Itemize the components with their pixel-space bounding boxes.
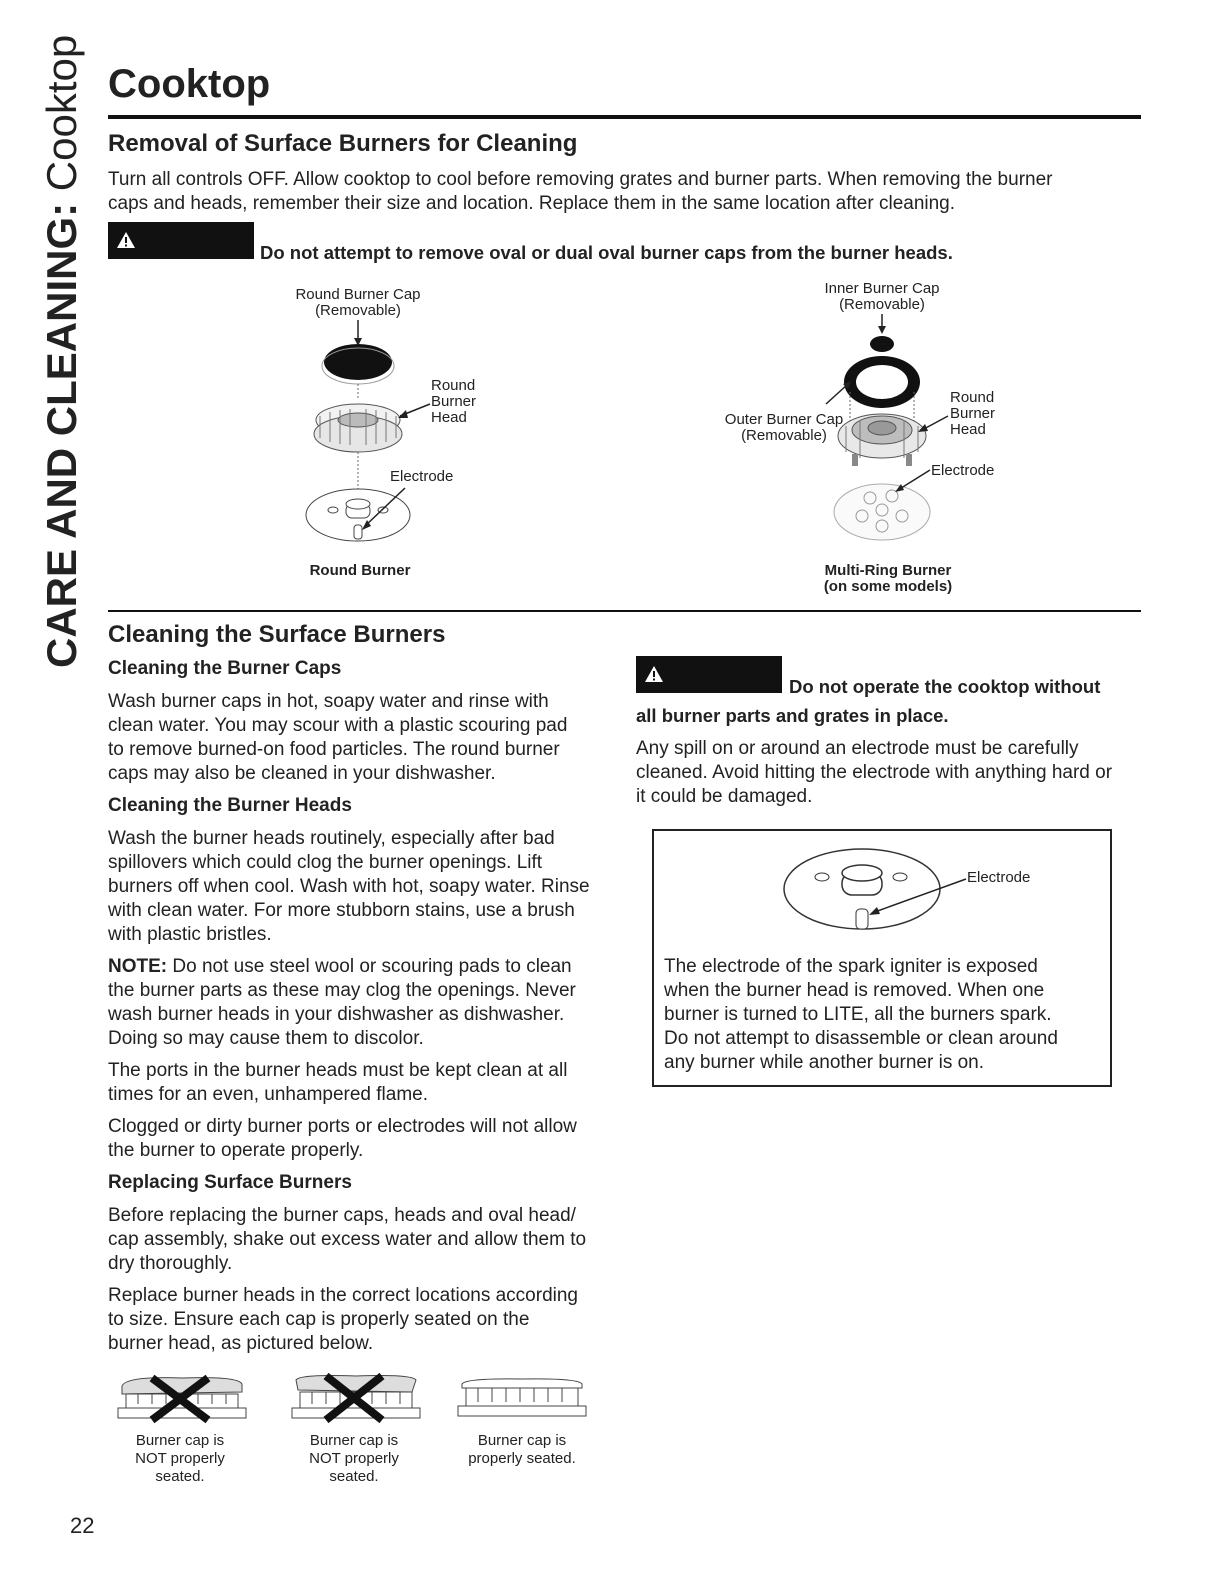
page-number: 22 xyxy=(70,1513,95,1538)
side-tab xyxy=(38,34,86,668)
round-electrode-label: Electrode xyxy=(390,468,454,485)
removal-heading: Removal of Surface Burners for Cleaning xyxy=(108,130,578,157)
heads-paragraph: Wash the burner heads routinely, especially after bad spillovers which could clog the burner openings. Lift burners off when cool. Wash with hot, soapy water. Rinse with clean water. For more stubborn stains, use a brush with plastic bristles. xyxy=(108,828,590,945)
caution-text-oval: Do not attempt to remove oval or dual oval burner caps from the burner heads. xyxy=(260,242,953,263)
caution-text-operate-2: all burner parts and grates in place. xyxy=(636,705,949,726)
caps-paragraph: Wash burner caps in hot, soapy water and rinse with clean water. You may scour with a plastic scouring pad to remove burned-on food particles. The round burner caps may also be cleaned in your dishwasher. xyxy=(108,691,568,784)
caps-heading: Cleaning the Burner Caps xyxy=(108,658,342,679)
title-rule xyxy=(108,115,1141,119)
replacing-heading: Replacing Surface Burners xyxy=(108,1172,352,1193)
note-label: NOTE: xyxy=(108,956,168,977)
note-paragraph: NOTE: Do not use steel wool or scouring pads to clean the burner parts as these may clog the openings. Never wash burner heads in your dishwasher as dishwasher. Doing so may cause them to discolor. xyxy=(108,956,576,1049)
seating-incorrect-1-diagram xyxy=(112,1374,252,1424)
warning-icon xyxy=(644,665,664,683)
seating-correct-diagram xyxy=(452,1374,592,1424)
box-electrode-label: Electrode xyxy=(967,869,1031,886)
round-burner-caption: Round Burner xyxy=(309,562,411,579)
ports-paragraph: The ports in the burner heads must be kept clean at all times for an even, unhampered flame. xyxy=(108,1060,568,1105)
seating-caption-2: Burner cap is NOT properly seated. xyxy=(309,1432,399,1485)
caution-text-operate-1: Do not operate the cooktop without xyxy=(789,676,1101,697)
spill-paragraph: Any spill on or around an electrode must be carefully cleaned. Avoid hitting the electrode with anything hard or it could be damaged. xyxy=(636,738,1113,807)
electrode-diagram xyxy=(782,849,982,939)
caution-badge-2 xyxy=(636,656,782,693)
electrode-info-box xyxy=(652,829,1112,1087)
multi-head-label: Round Burner Head xyxy=(950,389,996,438)
page-title: Cooktop xyxy=(108,62,271,106)
removal-intro-1: Turn all controls OFF. Allow cooktop to cool before removing grates and burner parts. When removing the burner xyxy=(108,169,1053,190)
round-head-label: Round Burner Head xyxy=(431,377,477,426)
side-tab-normal: Cooktop xyxy=(38,34,85,192)
round-cap-label: Round Burner Cap (Removable) xyxy=(295,286,421,319)
clogged-paragraph: Clogged or dirty burner ports or electrodes will not allow the burner to operate properly. xyxy=(108,1116,577,1161)
electrode-box-text: The electrode of the spark igniter is exposed when the burner head is removed. When one burner is turned to LITE, all the burners spark. Do not attempt to disassemble or clean around any burner while another burner is on. xyxy=(664,956,1058,1073)
multi-ring-caption: Multi-Ring Burner (on some models) xyxy=(823,562,953,595)
side-tab-bold: CARE AND CLEANING: xyxy=(38,202,85,668)
outer-cap-label: Outer Burner Cap (Removable) xyxy=(724,411,844,444)
warning-icon xyxy=(116,231,136,249)
inner-cap-label: Inner Burner Cap (Removable) xyxy=(824,280,940,313)
section-rule xyxy=(108,610,1141,612)
removal-intro-2: caps and heads, remember their size and location. Replace them in the same location after cleaning. xyxy=(108,193,956,214)
cleaning-heading: Cleaning the Surface Burners xyxy=(108,621,446,648)
seating-incorrect-2-diagram xyxy=(286,1374,426,1424)
seating-caption-1: Burner cap is NOT properly seated. xyxy=(135,1432,225,1485)
replace-paragraph: Replace burner heads in the correct locations according to size. Ensure each cap is properly seated on the burner head, as pictured below. xyxy=(108,1285,578,1354)
round-burner-diagram xyxy=(290,320,470,550)
replacing-paragraph: Before replacing the burner caps, heads and oval head/ cap assembly, shake out excess water and allow them to dry thoroughly. xyxy=(108,1205,587,1274)
seating-caption-3: Burner cap is properly seated. xyxy=(468,1432,576,1467)
heads-heading: Cleaning the Burner Heads xyxy=(108,795,352,816)
caution-badge xyxy=(108,222,254,259)
multi-electrode-label: Electrode xyxy=(931,462,995,479)
